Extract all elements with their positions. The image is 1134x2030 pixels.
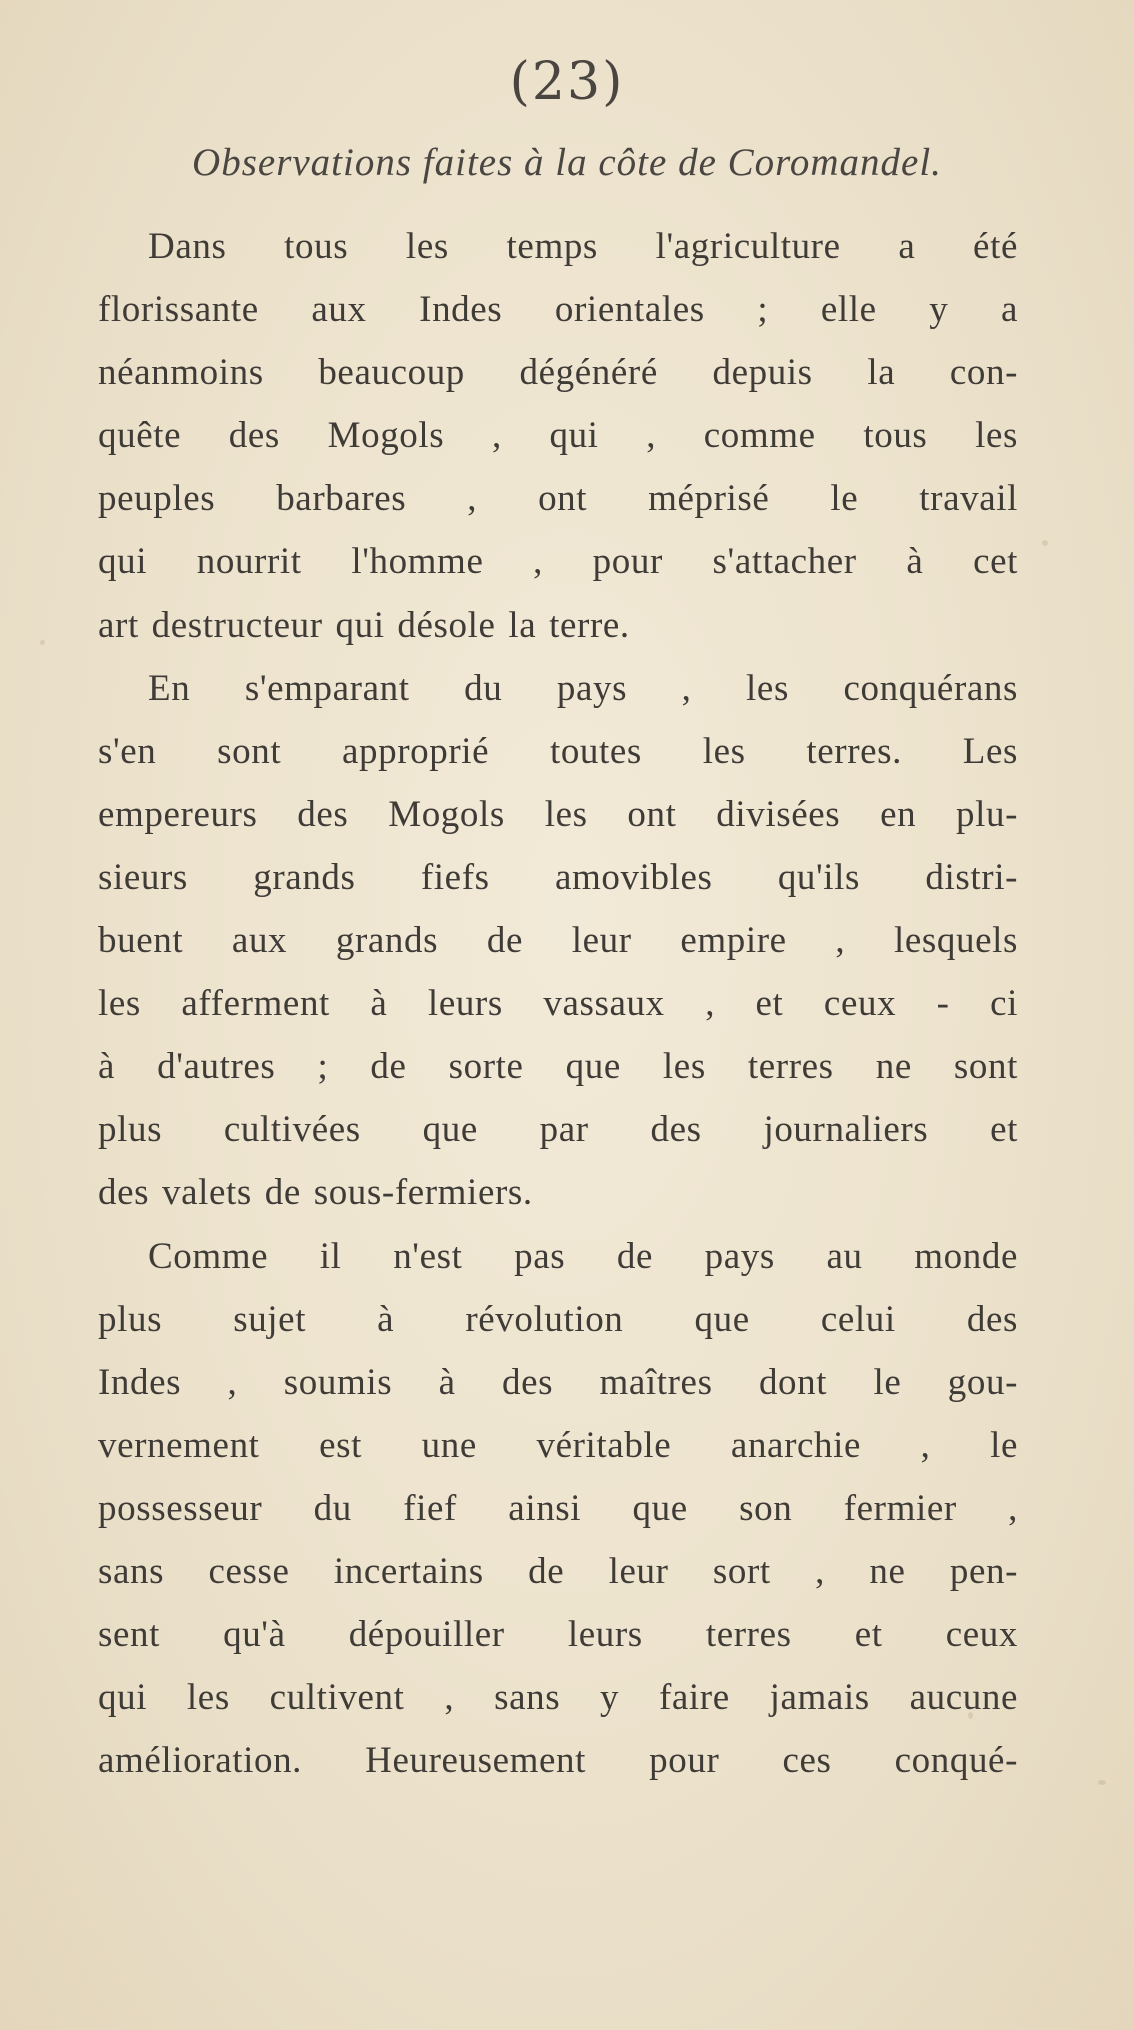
text-line: sent qu'à dépouiller leurs terres et ceux xyxy=(98,1614,1018,1656)
text-line: plus sujet à révolution que celui des xyxy=(98,1298,1018,1340)
text-line: à d'autres ; de sorte que les terres ne sont xyxy=(98,1046,1018,1088)
page-number: (23) xyxy=(509,52,625,112)
text-line: Dans tous les temps l'agriculture a été xyxy=(148,226,1018,267)
text-line: florissante aux Indes orientales ; elle y a xyxy=(98,289,1018,331)
paragraph xyxy=(98,215,1018,657)
text-line: possesseur du fief ainsi que son fermier , xyxy=(98,1487,1018,1529)
text-line: empereurs des Mogols les ont divisées en plu- xyxy=(98,793,1018,835)
paper-stain xyxy=(1098,1780,1106,1785)
text-line: qui les cultivent , sans y faire jamais aucune xyxy=(98,1677,1018,1719)
paper-stain xyxy=(40,640,45,645)
text-line: art destructeur qui désole la terre. xyxy=(98,604,630,646)
text-line: néanmoins beaucoup dégénéré depuis la con- xyxy=(98,352,1018,394)
text-line: buent aux grands de leur empire , lesquels xyxy=(98,920,1018,962)
text-line: plus cultivées que par des journaliers et xyxy=(98,1109,1018,1151)
text-line: sieurs grands fiefs amovibles qu'ils distri- xyxy=(98,856,1018,898)
text-line: amélioration. Heureusement pour ces conqué- xyxy=(98,1740,1018,1782)
text-line: Comme il n'est pas de pays au monde xyxy=(148,1235,1018,1277)
text-line: s'en sont approprié toutes les terres. Les xyxy=(98,730,1018,772)
paper-stain xyxy=(1042,540,1048,546)
paragraph xyxy=(98,1225,1018,1793)
text-line: sans cesse incertains de leur sort , ne pen- xyxy=(98,1550,1018,1592)
text-line: En s'emparant du pays , les conquérans xyxy=(148,667,1018,709)
text-line: peuples barbares , ont méprisé le travail xyxy=(98,478,1018,520)
text-line: qui nourrit l'homme , pour s'attacher à cet xyxy=(98,541,1018,583)
text-line: les afferment à leurs vassaux , et ceux - ci xyxy=(98,983,1018,1025)
text-line: quête des Mogols , qui , comme tous les xyxy=(98,415,1018,457)
text-line: des valets de sous-fermiers. xyxy=(98,1172,533,1214)
text-line: Indes , soumis à des maîtres dont le gou- xyxy=(98,1361,1018,1403)
paragraph xyxy=(98,657,1018,1225)
body-text xyxy=(98,215,1018,1792)
text-line: vernement est une véritable anarchie , le xyxy=(98,1424,1018,1466)
section-heading: Observations faites à la côte de Coromandel. xyxy=(192,141,942,184)
